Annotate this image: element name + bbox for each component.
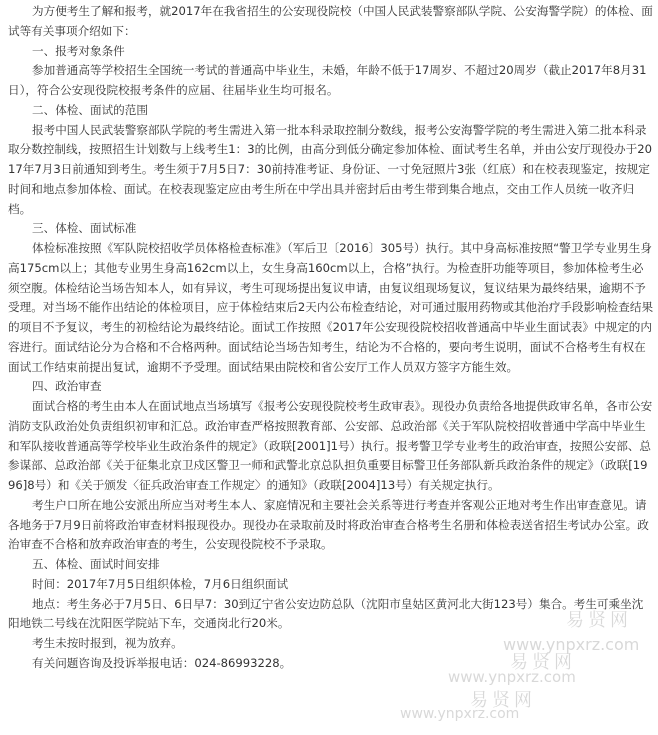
- contact-phone: 有关问题咨询及投诉举报电话：024-86993228。: [32, 655, 292, 670]
- schedule-time: 时间：2017年7月5日组织体检，7月6日组织面试: [32, 576, 289, 591]
- watermark-text: 易贤网: [470, 690, 536, 711]
- article-body: [8, 2, 654, 674]
- applicants-paragraph: 参加普通高等学校招生全国统一考试的普通高中毕业生，未婚，年龄不低于17周岁、不超过20周岁（截止2017年8月31日），符合公安现役院校报考条件的应届、往届毕业生均可报名。: [8, 63, 647, 97]
- schedule-location: 地点：考生务必于7月5日、6日早7：30到辽宁省公安边防总队（沈阳市皇姑区黄河北大街123号）集合。考生可乘坐沈阳地铁二号线在沈阳医学院站下车，交通岗北行20米。: [8, 596, 644, 631]
- section-heading-political-review: 四、政治审查: [32, 379, 102, 394]
- section-heading-schedule: 五、体检、面试时间安排: [32, 557, 160, 571]
- watermark-text: 易贤网: [510, 652, 576, 673]
- watermark-text: 易贤网: [566, 610, 632, 631]
- scope-paragraph: 报考中国人民武装警察部队学院的考生需进入第一批本科录取控制分数线，报考公安海警学院的考生需进入第二批本科录取分数控制线，按照招生计划数与上线考生1：3的比例，由高分到低分确定参加体检、面试考生名单，并由公安厅现役办于2017年7月3日前通知到考生。考生须于7月5日7：30前持准考证、身份证、一寸免冠照片3张（红底）和在校表现鉴定，按规定时间和地点参加体检、面试。在校表现鉴定应由考生所在中学出具并密封后由考生带到集合地点，交由工作人员统一收齐归档。: [8, 122, 652, 216]
- watermark-url: www.ynpxrz.com: [448, 668, 576, 686]
- watermark-url: www.ynpxrz.com: [503, 635, 640, 654]
- political-review-paragraph-1: 面试合格的考生由本人在面试地点当场填写《报考公安现役院校考生政审表》。现役办负责给各地提供政审名单，各市公安消防支队政治处负责组织初审和汇总。政治审查严格按照教育部、公安部、总政治部《关于军队院校招收普通中学高中毕业生和军队接收普通高等学校毕业生政治条件的规定》（政联[2001]1号）执行。报考警卫学专业考生的政治审查，按照公安部、总参谋部、总政治部《关于征集北京卫戍区警卫一师和武警北京总队担负重要目标警卫任务部队新兵政治条件的规定》（政联[1996]8号）和《关于颁发〈征兵政治审查工作规定〉的通知》（政联[2004]13号）有关规定执行。: [8, 399, 653, 492]
- section-heading-scope: 二、体检、面试的范围: [32, 102, 148, 117]
- late-notice: 考生未按时报到，视为放弃。: [32, 636, 183, 650]
- intro-paragraph: 为方便考生了解和报考，就2017年在我省招生的公安现役院校（中国人民武装警察部队学院、公安海警学院）的体检、面试等有关事项介绍如下：: [8, 4, 653, 38]
- political-review-paragraph-2: 考生户口所在地公安派出所应当对考生本人、家庭情况和主要社会关系等进行考查并客观公正地对考生作出审查意见。请各地务于7月9日前将政治审查材料报现役办。现役办在录取前及时将政治审查合格考生名册和体检表送省招生考试办公室。政治审查不合格和放弃政治审查的考生，公安现役院校不予录取。: [8, 497, 649, 552]
- watermark-url: www.ynpxrz.com: [400, 706, 520, 722]
- section-heading-applicants: 一、报考对象条件: [32, 43, 125, 58]
- section-heading-standards: 三、体检、面试标准: [32, 221, 137, 236]
- standards-paragraph: 体检标准按照《军队院校招收学员体格检查标准》（军后卫〔2016〕305号）执行。其中身高标准按照“警卫学专业男生身高175cm以上；其他专业男生身高162cm以上，女生身高160cm以上，合格”执行。为检查肝功能等项目，参加体检考生必须空腹。体检结论当场告知本人，如有异议，考生可现场提出复议申请，由复议组现场复议，复议结果为最终结果，逾期不予受理。对当场不能作出结论的体检项目，应于体检结束后2天内公布检查结论，对可通过服用药物或其他治疗手段影响检查结果的项目不予复议，考生的初检结论为最终结论。面试工作按照《2017年公安现役院校招收普通高中毕业生面试表》中规定的内容进行。面试结论分为合格和不合格两种。面试结论当场告知考生，结论为不合格的，要向考生说明，面试不合格考生有权在面试工作结束前提出复试，逾期不予受理。面试结果由院校和省公安厅工作人员双方签字方能生效。: [8, 241, 654, 374]
